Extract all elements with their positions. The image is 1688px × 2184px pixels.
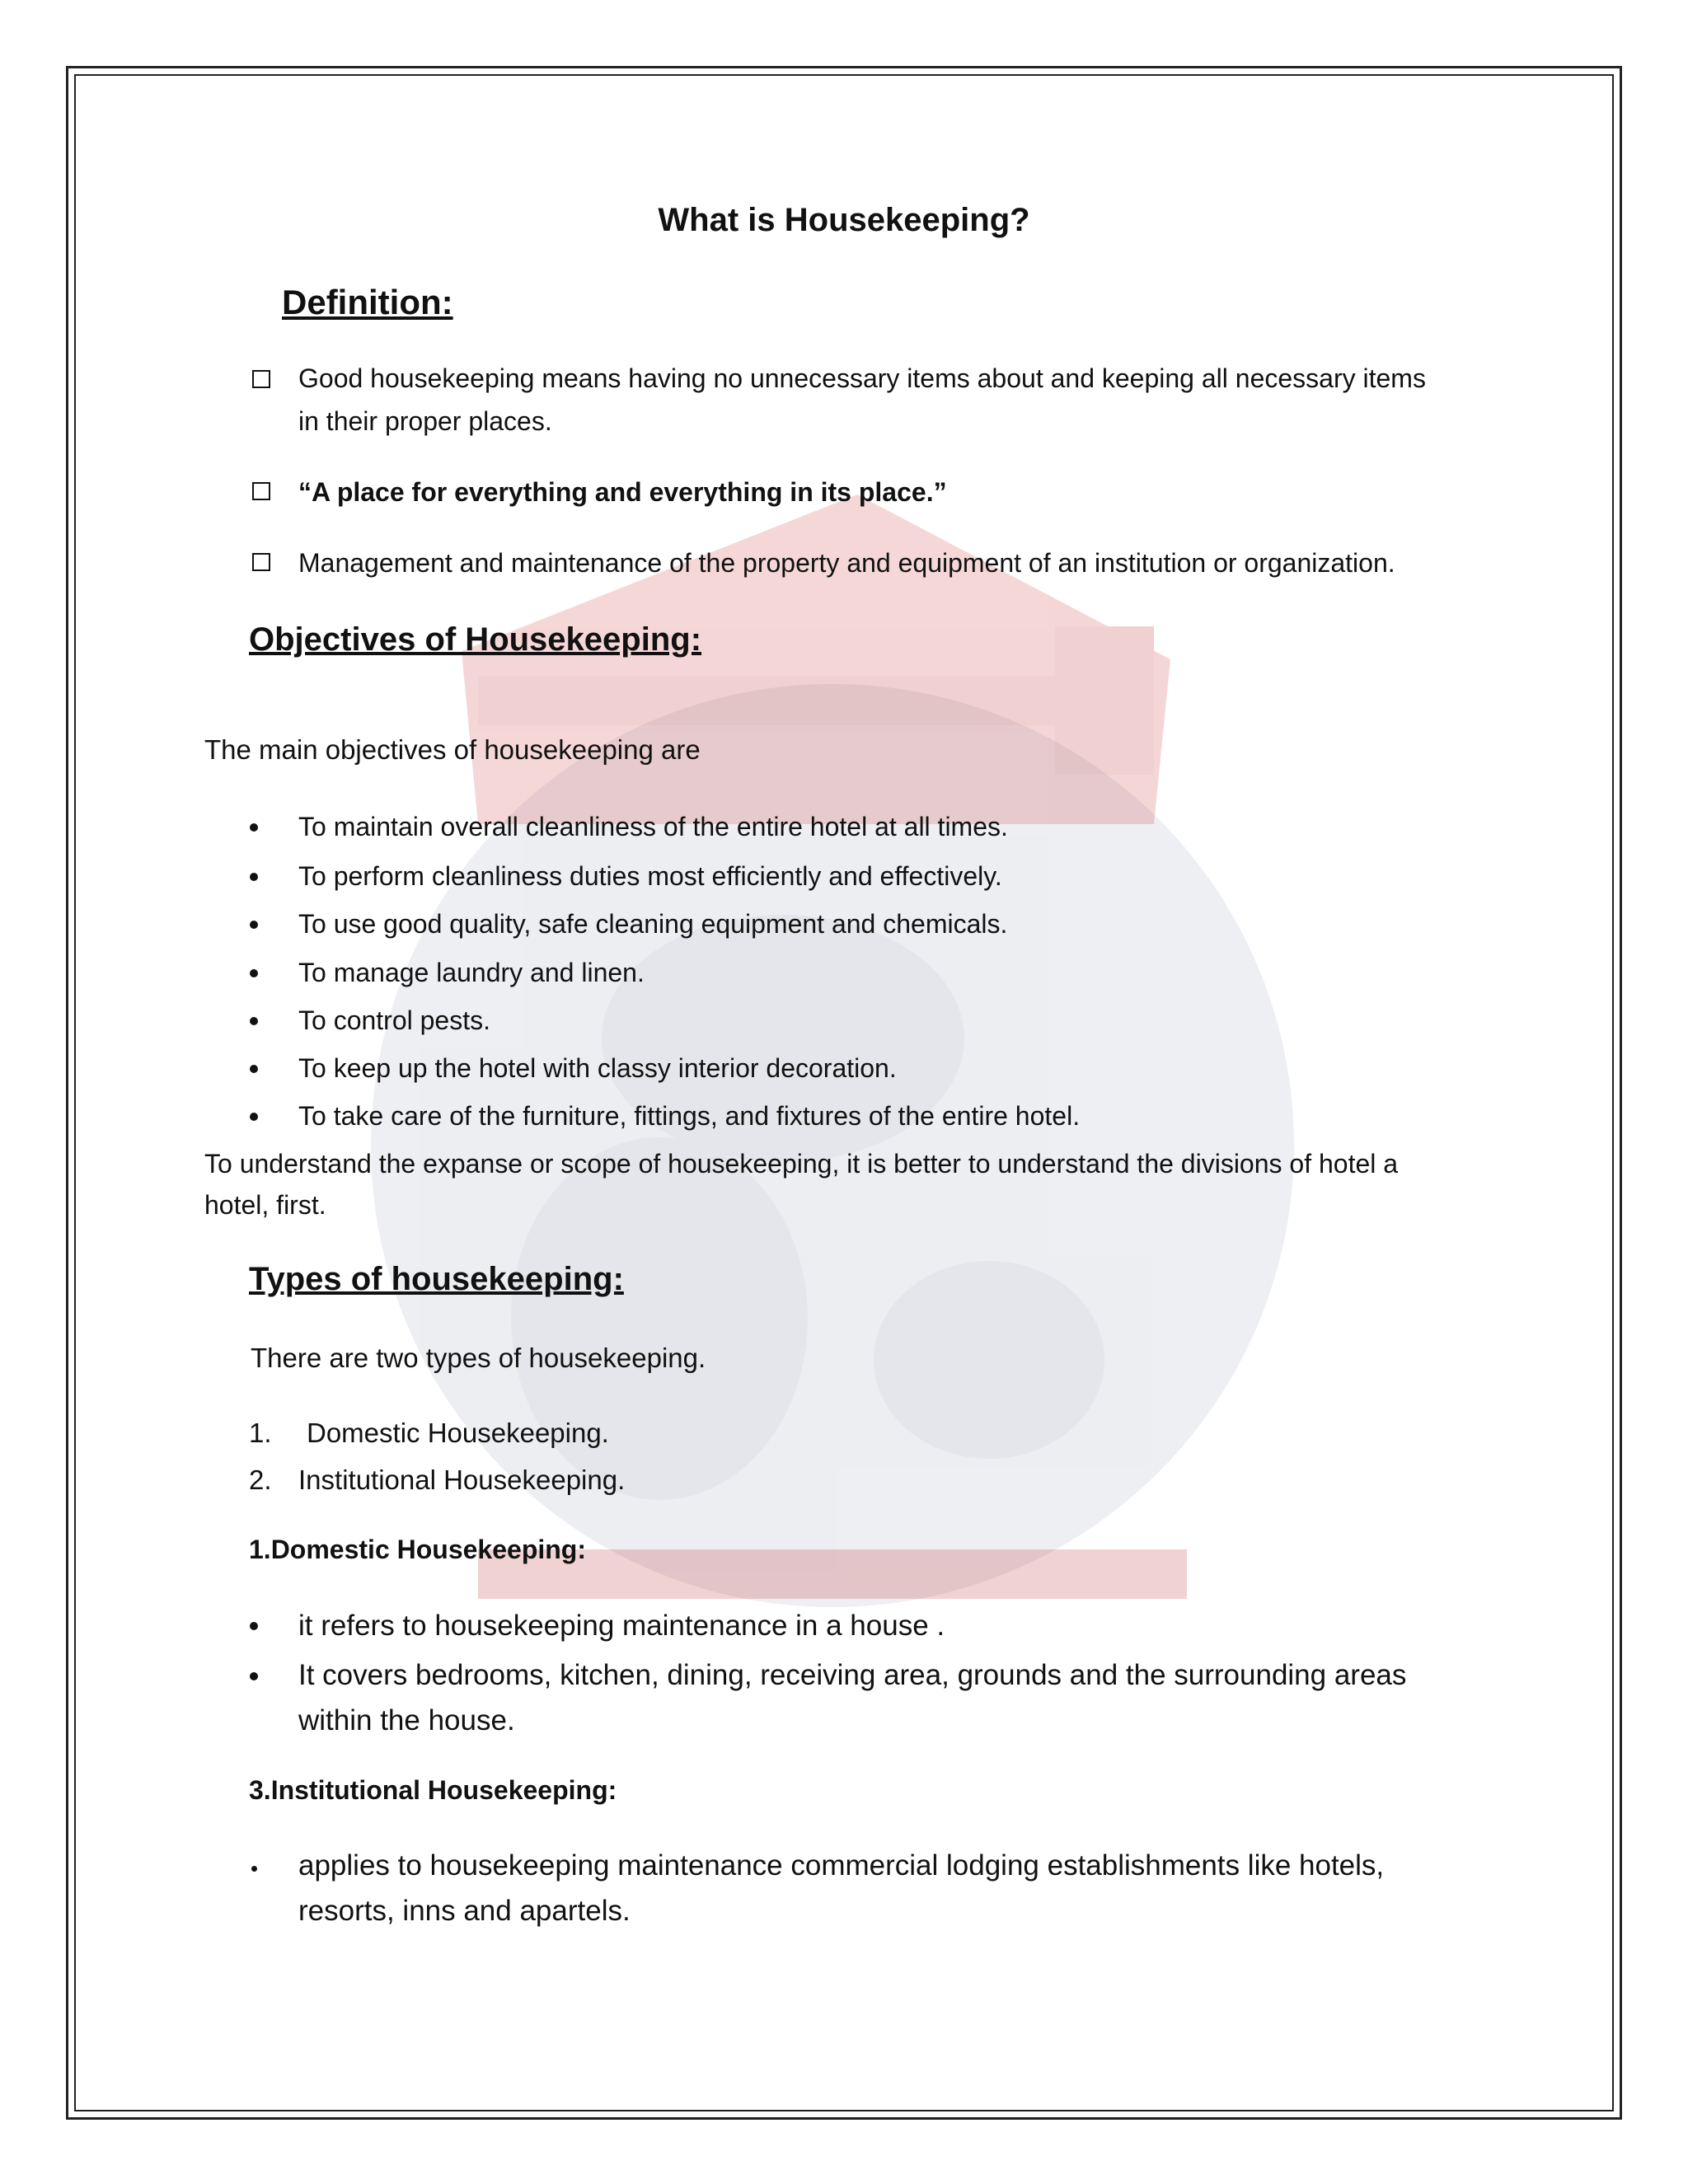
objective-item: To maintain overall cleanliness of the entire hotel at all times. bbox=[298, 812, 1008, 841]
checkbox-icon bbox=[252, 553, 270, 571]
bullet-icon bbox=[250, 969, 258, 977]
objective-item: To manage laundry and linen. bbox=[298, 958, 645, 987]
bullet-icon bbox=[250, 823, 258, 832]
definition-item-1-line2: in their proper places. bbox=[298, 406, 552, 436]
checkbox-icon bbox=[252, 482, 270, 500]
institutional-item-line1: applies to housekeeping maintenance commercial lodging establishments like hotels, bbox=[298, 1849, 1385, 1882]
objective-item: To perform cleanliness duties most efficiently and effectively. bbox=[298, 861, 1002, 891]
types-list-item: Institutional Housekeeping. bbox=[298, 1465, 626, 1495]
domestic-item-2-line1: It covers bedrooms, kitchen, dining, receiving area, grounds and the surrounding areas bbox=[298, 1659, 1407, 1691]
bullet-icon bbox=[250, 1065, 258, 1073]
institutional-item-line2: resorts, inns and apartels. bbox=[298, 1895, 631, 1927]
domestic-item-2-line2: within the house. bbox=[298, 1704, 515, 1736]
types-list-number: 1. bbox=[249, 1418, 272, 1448]
objective-item: To take care of the furniture, fittings, and fixtures of the entire hotel. bbox=[298, 1101, 1081, 1131]
definition-item-1-line1: Good housekeeping means having no unnecessary items about and keeping all necessary items bbox=[298, 363, 1426, 393]
checkbox-icon bbox=[252, 370, 270, 388]
definition-item-3: Management and maintenance of the property and equipment of an institution or organization. bbox=[298, 548, 1395, 578]
bullet-icon bbox=[251, 1866, 257, 1872]
types-list-number: 2. bbox=[249, 1465, 272, 1495]
objective-item: To use good quality, safe cleaning equipment and chemicals. bbox=[298, 909, 1008, 939]
domestic-item-1: it refers to housekeeping maintenance in a house . bbox=[298, 1610, 945, 1642]
objectives-note-line2: hotel, first. bbox=[204, 1190, 326, 1220]
objectives-heading: Objectives of Housekeeping: bbox=[249, 621, 702, 658]
institutional-heading: 3.Institutional Housekeeping: bbox=[249, 1775, 617, 1805]
bullet-icon bbox=[250, 1622, 258, 1630]
definition-item-2: “A place for everything and everything in its place.” bbox=[298, 477, 947, 507]
objective-item: To keep up the hotel with classy interior decoration. bbox=[298, 1053, 897, 1083]
domestic-heading: 1.Domestic Housekeeping: bbox=[249, 1535, 586, 1564]
bullet-icon bbox=[250, 1017, 258, 1025]
objectives-note-line1: To understand the expanse or scope of housekeeping, it is better to understand the divisions of hotel a bbox=[204, 1149, 1399, 1179]
page-title: What is Housekeeping? bbox=[658, 202, 1030, 238]
types-list-item: Domestic Housekeeping. bbox=[307, 1418, 609, 1448]
bullet-icon bbox=[250, 873, 258, 881]
objective-item: To control pests. bbox=[298, 1005, 490, 1035]
definition-heading: Definition: bbox=[282, 283, 453, 321]
bullet-icon bbox=[250, 1672, 258, 1680]
types-intro: There are two types of housekeeping. bbox=[251, 1343, 706, 1373]
bullet-icon bbox=[250, 921, 258, 929]
objectives-intro: The main objectives of housekeeping are bbox=[204, 734, 701, 765]
types-heading: Types of housekeeping: bbox=[249, 1261, 624, 1297]
bullet-icon bbox=[250, 1113, 258, 1121]
